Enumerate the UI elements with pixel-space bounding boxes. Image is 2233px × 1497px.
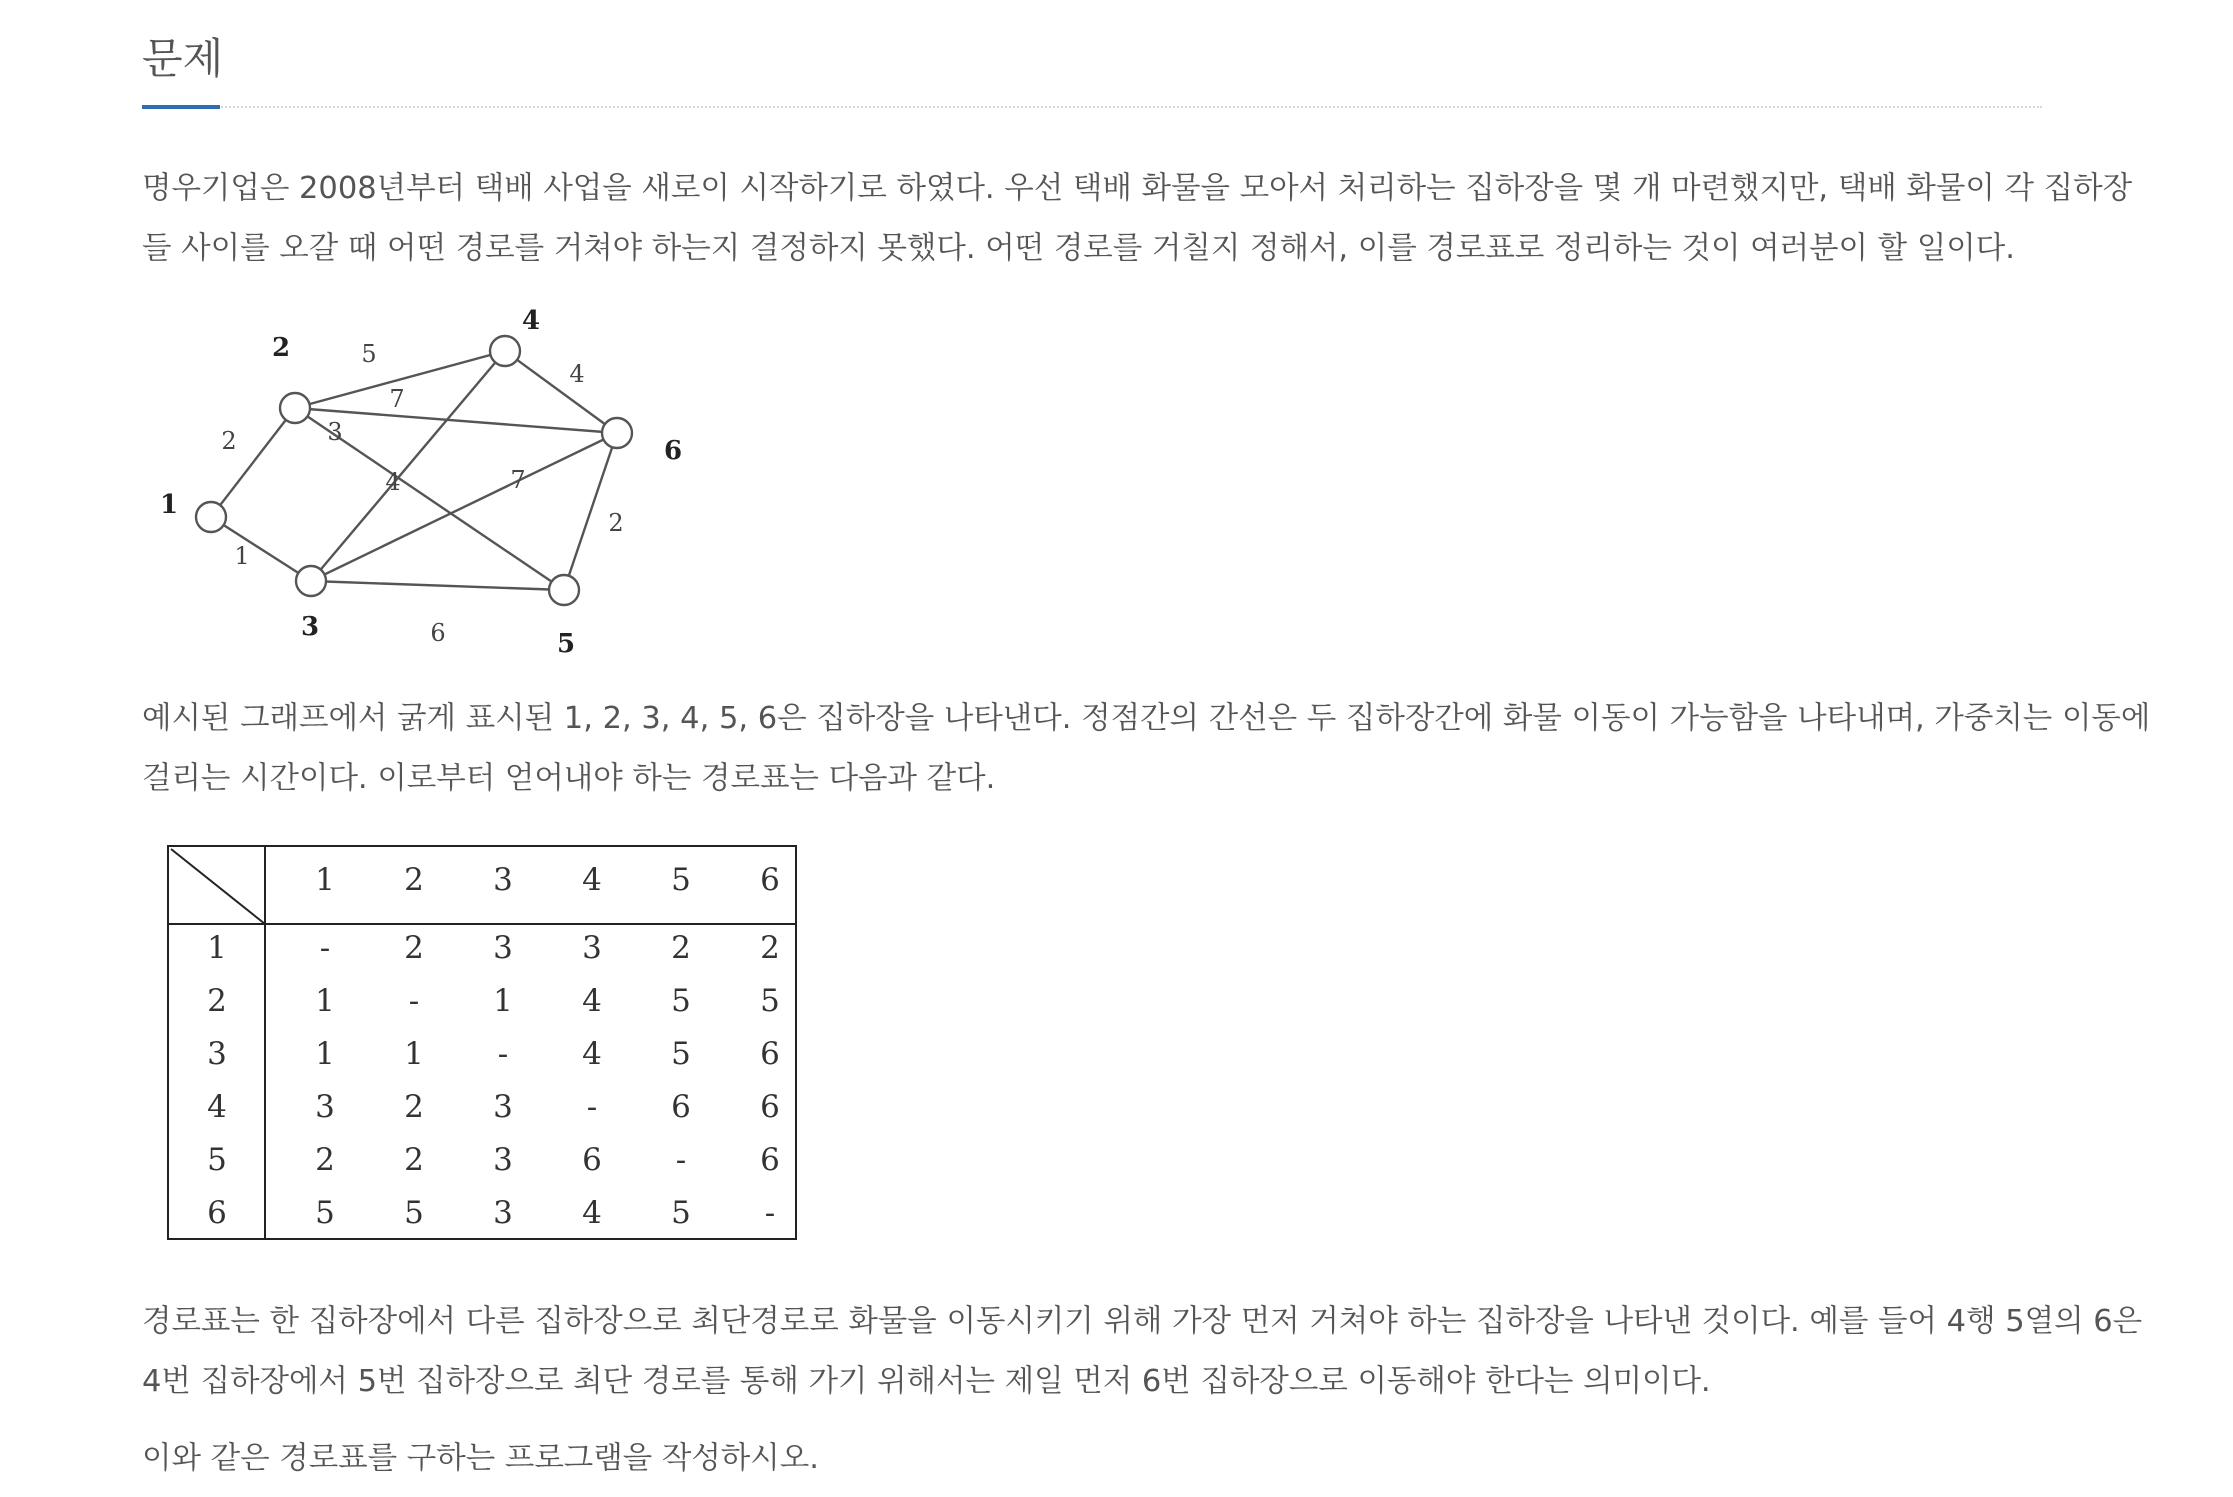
table-cell: - <box>319 930 331 966</box>
section-title: 문제 <box>142 34 224 83</box>
route-table <box>167 845 797 1240</box>
table-cell: 3 <box>493 1089 513 1125</box>
graph-figure <box>150 300 710 670</box>
graph-node-label: 5 <box>556 629 576 659</box>
problem-paragraph-2 <box>142 689 2151 809</box>
column-header: 5 <box>671 862 691 898</box>
graph-node-label: 4 <box>521 306 541 336</box>
table-cell: 2 <box>315 1142 335 1178</box>
table-cell: 5 <box>671 1036 691 1072</box>
section-header <box>142 26 2042 112</box>
graph-edges <box>211 351 617 590</box>
table-cell: 2 <box>671 930 691 966</box>
table-cell: 3 <box>493 1142 513 1178</box>
header-accent-bar <box>142 105 220 109</box>
table-cell: 6 <box>760 1036 780 1072</box>
graph-edge-3-5 <box>311 581 564 590</box>
row-header: 2 <box>207 983 227 1019</box>
edge-weight-label: 5 <box>361 340 377 368</box>
graph-node-5 <box>549 575 579 605</box>
table-cell: 5 <box>404 1195 424 1231</box>
column-header: 1 <box>315 862 335 898</box>
table-cell: 2 <box>404 1089 424 1125</box>
problem-paragraph-4 <box>142 1429 2042 1489</box>
table-cell: 4 <box>582 983 602 1019</box>
table-cell: - <box>408 983 420 1019</box>
table-cell: - <box>764 1195 776 1231</box>
paragraph-line: 명우기업은 2008년부터 택배 사업을 새로이 시작하기로 하였다. 우선 택배 화물을 모아서 처리하는 집하장을 몇 개 마련했지만, 택배 화물이 각 집하장 <box>142 171 2133 206</box>
header-divider <box>142 106 2042 108</box>
graph-node-1 <box>196 502 226 532</box>
edge-weight-label: 7 <box>389 385 405 413</box>
graph-edge-1-3 <box>211 517 311 581</box>
row-header: 5 <box>207 1142 227 1178</box>
table-cell: 6 <box>760 1089 780 1125</box>
graph-node-2 <box>280 393 310 423</box>
graph-node-6 <box>602 418 632 448</box>
paragraph-line: 걸리는 시간이다. 이로부터 얻어내야 하는 경로표는 다음과 같다. <box>142 761 996 796</box>
table-cell: 5 <box>315 1195 335 1231</box>
table-cell: 4 <box>582 1036 602 1072</box>
row-header: 3 <box>207 1036 227 1072</box>
column-header: 4 <box>582 862 602 898</box>
edge-weight-label: 1 <box>234 542 250 570</box>
table-cell: 3 <box>493 1195 513 1231</box>
table-cell: - <box>675 1142 687 1178</box>
table-cell: 3 <box>582 930 602 966</box>
table-cell: 2 <box>404 930 424 966</box>
edge-weight-label: 3 <box>327 418 343 446</box>
paragraph-line: 경로표는 한 집하장에서 다른 집하장으로 최단경로로 화물을 이동시키기 위해 가장 먼저 거쳐야 하는 집하장을 나타낸 것이다. 예를 들어 4행 5열의 6은 <box>142 1304 2143 1339</box>
graph-node-4 <box>490 336 520 366</box>
table-cell: 6 <box>760 1142 780 1178</box>
problem-paragraph-1 <box>142 159 2133 279</box>
table-cell: 5 <box>760 983 780 1019</box>
column-header: 3 <box>493 862 513 898</box>
table-cell: 6 <box>582 1142 602 1178</box>
column-header: 6 <box>760 862 780 898</box>
row-header: 4 <box>207 1089 227 1125</box>
graph-node-label: 6 <box>663 436 683 466</box>
edge-weight-label: 6 <box>430 619 446 647</box>
graph-edge-2-6 <box>295 408 617 433</box>
table-cell: 2 <box>404 1142 424 1178</box>
table-cell: 5 <box>671 1195 691 1231</box>
table-cell: 1 <box>315 1036 335 1072</box>
edge-weight-label: 4 <box>385 468 401 496</box>
graph-edge-3-6 <box>311 433 617 581</box>
graph-node-3 <box>296 566 326 596</box>
table-cell: 2 <box>760 930 780 966</box>
edge-weight-label: 2 <box>221 427 237 455</box>
corner-diagonal <box>171 849 265 924</box>
table-cell: 3 <box>493 930 513 966</box>
graph-edge-1-2 <box>211 408 295 517</box>
table-cell: 1 <box>493 983 513 1019</box>
paragraph-line: 이와 같은 경로표를 구하는 프로그램을 작성하시오. <box>142 1441 819 1476</box>
problem-paragraph-3 <box>142 1292 2143 1412</box>
row-header: 1 <box>207 930 227 966</box>
table-cell: - <box>586 1089 598 1125</box>
table-cell: 5 <box>671 983 691 1019</box>
table-cell: 1 <box>404 1036 424 1072</box>
table-cell: - <box>497 1036 509 1072</box>
paragraph-line: 들 사이를 오갈 때 어떤 경로를 거쳐야 하는지 결정하지 못했다. 어떤 경로를 거칠지 정해서, 이를 경로표로 정리하는 것이 여러분이 할 일이다. <box>142 231 2015 266</box>
table-cell: 4 <box>582 1195 602 1231</box>
edge-weight-label: 7 <box>510 466 526 494</box>
graph-edge-3-4 <box>311 351 505 581</box>
graph-node-label: 2 <box>271 333 291 363</box>
paragraph-line: 예시된 그래프에서 굵게 표시된 1, 2, 3, 4, 5, 6은 집하장을 나타낸다. 정점간의 간선은 두 집하장간에 화물 이동이 가능함을 나타내며, 가중치는 이동에 <box>142 701 2151 736</box>
paragraph-line: 4번 집하장에서 5번 집하장으로 최단 경로를 통해 가기 위해서는 제일 먼저 6번 집하장으로 이동해야 한다는 의미이다. <box>142 1364 1711 1399</box>
column-header: 2 <box>404 862 424 898</box>
graph-edge-4-6 <box>505 351 617 433</box>
table-cell: 3 <box>315 1089 335 1125</box>
edge-weight-label: 4 <box>569 360 585 388</box>
graph-node-label: 3 <box>300 612 320 642</box>
table-cell: 6 <box>671 1089 691 1125</box>
table-cell: 1 <box>315 983 335 1019</box>
row-header: 6 <box>207 1195 227 1231</box>
graph-node-label: 1 <box>159 490 179 520</box>
edge-weight-label: 2 <box>608 509 624 537</box>
